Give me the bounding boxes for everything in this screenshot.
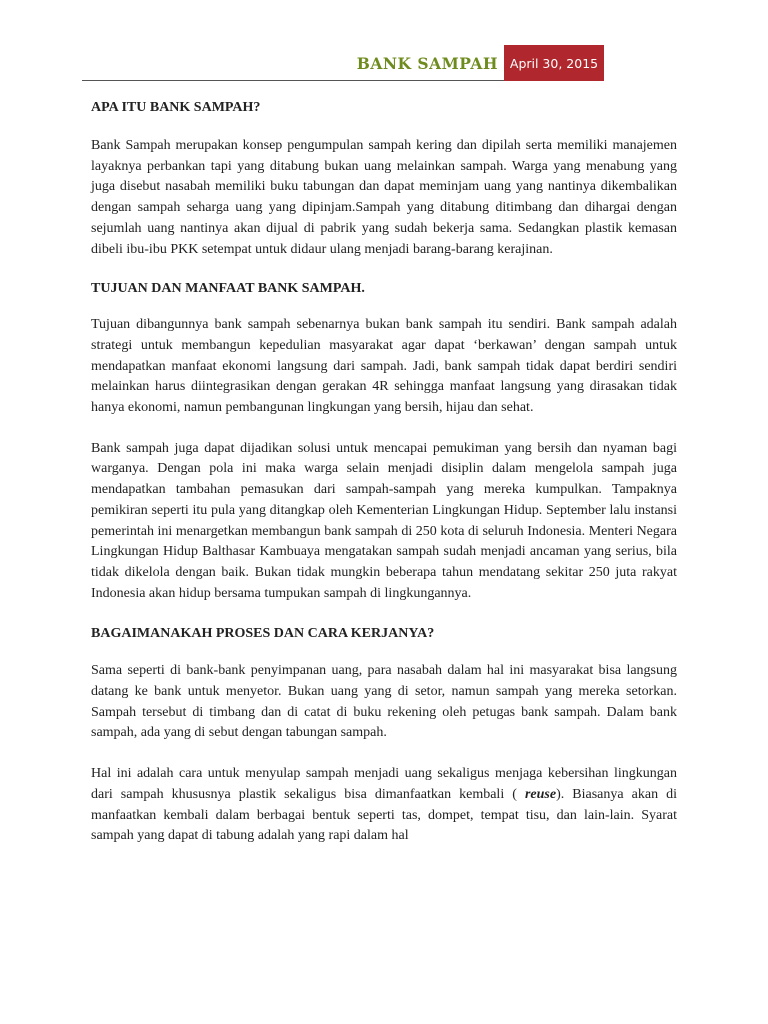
header-title: BANK SAMPAH [356, 54, 498, 73]
paragraph-cara-before: Hal ini adalah cara untuk menyulap sampah menjadi uang sekaligus menjaga kebersihan lingkungan dari sampah khususnya plastik sekaligus bisa dimanfaatkan kembali ( [91, 766, 677, 802]
section-heading-apa-itu: APA ITU BANK SAMPAH? [91, 100, 261, 115]
header-divider [82, 80, 504, 81]
paragraph-proses: Sama seperti di bank-bank penyimpanan uang, para nasabah dalam hal ini masyarakat bisa langsung datang ke bank untuk menyetor. Bukan uang yang di setor, namun sampah yang mereka setorkan. Sampah tersebut di timbang dan di catat di buku rekening oleh petugas bank sampah. Dalam bank sampah, ada yang di sebut dengan tabungan sampah. [91, 663, 677, 741]
paragraph-cara-after: ). Biasanya akan di manfaatkan kembali dalam berbagai bentuk seperti tas, dompet, tempat tisu, dan lain-lain. Syarat sampah yang dapat di tabung adalah yang rapi dalam hal [91, 786, 678, 844]
section-heading-tujuan: TUJUAN DAN MANFAAT BANK SAMPAH. [91, 281, 365, 297]
paragraph-cara [91, 764, 677, 847]
article-body [91, 92, 677, 847]
page-header [82, 45, 604, 81]
section-heading-proses: BAGAIMANAKAH PROSES DAN CARA KERJANYA? [91, 626, 435, 642]
paragraph-tujuan: Tujuan dibangunnya bank sampah sebenarnya bukan bank sampah itu sendiri. Bank sampah adalah strategi untuk membangun kepedulian masyarakat agar dapat ‘berkawan’ dengan sampah untuk mendapatkan manfaat ekonomi langsung dari sampah. Jadi, bank sampah tidak dapat berdiri sendiri melainkan harus diintegrasikan dengan gerakan 4R sehingga manfaat langsung yang dirasakan tidak hanya ekonomi, namun pembangunan lingkungan yang bersih, hijau dan sehat. [91, 317, 677, 416]
header-date-badge: April 30, 2015 [504, 45, 604, 81]
paragraph-solusi: Bank sampah juga dapat dijadikan solusi untuk mencapai pemukiman yang bersih dan nyaman bagi warganya. Dengan pola ini maka warga selain menjadi disiplin dalam mengelola sampah juga mendapatkan tambahan pemasukan dari sampah-sampah yang mereka kumpulkan. Tampaknya pemikiran seperti itu pula yang ditangkap oleh Kementerian Lingkungan Hidup. September lalu instansi pemerintah ini menargetkan membangun bank sampah di 250 kota di seluruh Indonesia. Menteri Negara Lingkungan Hidup Balthasar Kambuaya mengatakan sampah sudah menjadi ancaman yang serius, bila tidak dikelola dengan baik. Bukan tidak mungkin beberapa tahun mendatang sekitar 250 juta rakyat Indonesia akan hidup bersama tumpukan sampah di lingkungannya. [91, 440, 677, 601]
emphasis-reuse: reuse [524, 786, 557, 802]
paragraph-definition: Bank Sampah merupakan konsep pengumpulan sampah kering dan dipilah serta memiliki manajemen layaknya perbankan tapi yang ditabung bukan uang melainkan sampah. Warga yang menabung yang juga disebut nasabah memiliki buku tabungan dan dapat meminjam uang yang nantinya dikembalikan dengan sampah seharga uang yang dipinjam.Sampah yang ditabung ditimbang dan dihargai dengan sejumlah uang nantinya akan dijual di pabrik yang sudah bekerja sama. Sedangkan plastik kemasan dibeli ibu-ibu PKK setempat untuk didaur ulang menjadi barang-barang kerajinan. [91, 138, 677, 257]
